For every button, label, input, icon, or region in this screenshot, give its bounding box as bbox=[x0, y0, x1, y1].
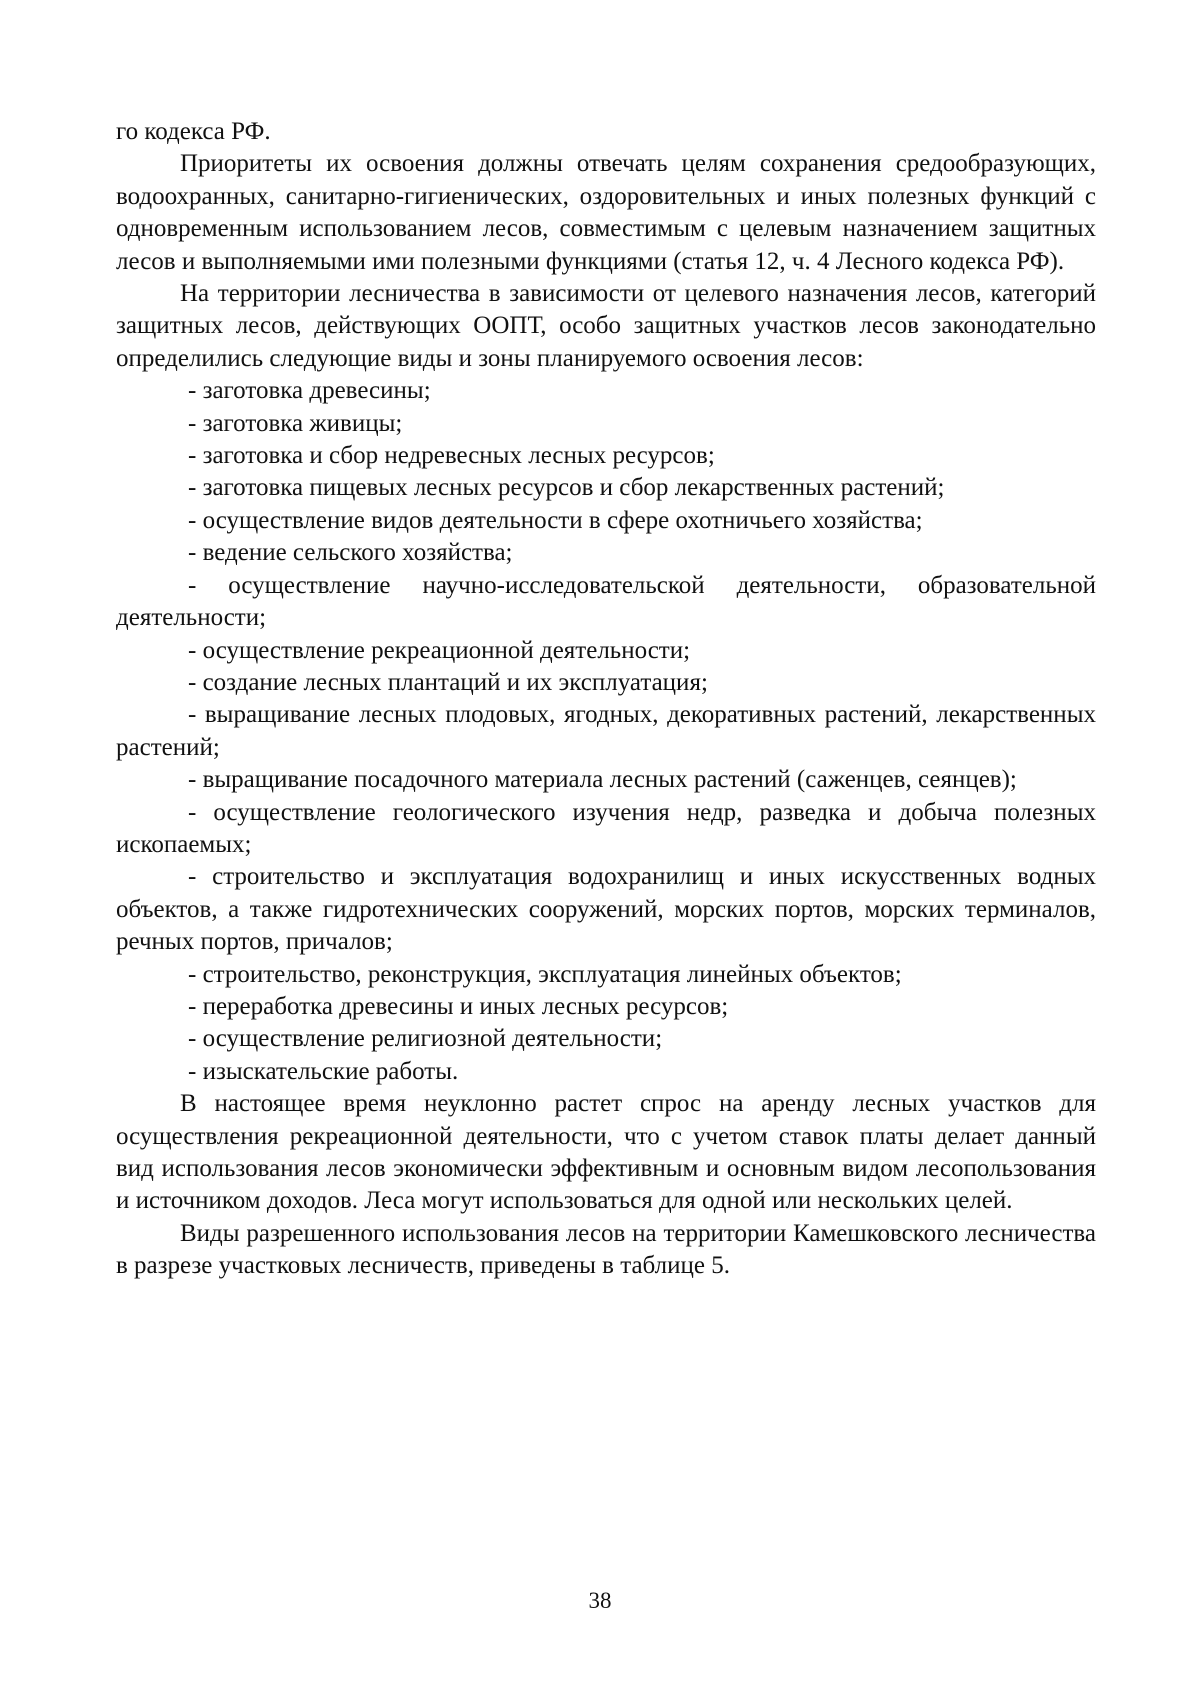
paragraph-priorities: Приоритеты их освоения должны отвечать целям сохранения средообразующих, водоохранных, санитарно-гигиенических, оздоровительных и иных полезных функций с одновременным использованием лесов, совместимым с целевым назначением защитных лесов и выполняемыми ими полезными функциями (статья 12, ч. 4 Лесного кодекса РФ). bbox=[116, 150, 1096, 275]
list-item: - строительство и эксплуатация водохранилищ и иных искусственных водных объектов, а также гидротехнических сооружений, морских портов, морских терминалов, речных портов, причалов; bbox=[116, 863, 1096, 956]
list-item: - ведение сельского хозяйства; bbox=[188, 539, 513, 567]
page-body-text bbox=[116, 116, 1096, 1283]
list-item: - выращивание лесных плодовых, ягодных, декоративных растений, лекарственных растений; bbox=[116, 701, 1096, 761]
list-item: - изыскательские работы. bbox=[188, 1057, 459, 1085]
paragraph-territory: На территории лесничества в зависимости от целевого назначения лесов, категорий защитных лесов, действующих ООПТ, особо защитных участков лесов законодательно определились следующие виды и зоны планируемого освоения лесов: bbox=[116, 280, 1096, 372]
list-item: - осуществление геологического изучения недр, разведка и добыча полезных ископаемых; bbox=[116, 798, 1096, 858]
list-item: - осуществление видов деятельности в сфере охотничьего хозяйства; bbox=[188, 506, 923, 534]
list-item: - заготовка пищевых лесных ресурсов и сбор лекарственных растений; bbox=[188, 474, 945, 502]
list-item: - заготовка живицы; bbox=[188, 409, 403, 437]
page-number: 38 bbox=[588, 1588, 612, 1613]
paragraph-table-reference: Виды разрешенного использования лесов на территории Камешковского лесничества в разрезе участковых лесничеств, приведены в таблице 5. bbox=[116, 1219, 1096, 1280]
list-item: - заготовка и сбор недревесных лесных ресурсов; bbox=[188, 442, 715, 470]
list-item: - строительство, реконструкция, эксплуатация линейных объектов; bbox=[188, 960, 902, 988]
list-item: - выращивание посадочного материала лесных растений (саженцев, сеянцев); bbox=[188, 766, 1017, 794]
list-item: - переработка древесины и иных лесных ресурсов; bbox=[188, 992, 729, 1020]
list-item: - создание лесных плантаций и их эксплуатация; bbox=[188, 668, 708, 696]
list-item: - осуществление религиозной деятельности; bbox=[188, 1025, 663, 1053]
paragraph-recreation-demand: В настоящее время неуклонно растет спрос на аренду лесных участков для осуществления рекреационной деятельности, что с учетом ставок платы делает данный вид использования лесов экономически эффективным и основным видом лесопользования и источником доходов. Леса могут использоваться для одной или нескольких целей. bbox=[116, 1090, 1096, 1215]
list-item: - осуществление научно-исследовательской деятельности, образовательной деятельности; bbox=[116, 571, 1096, 632]
list-item: - осуществление рекреационной деятельности; bbox=[188, 636, 691, 664]
paragraph-continuation: го кодекса РФ. bbox=[116, 118, 271, 145]
list-item: - заготовка древесины; bbox=[188, 377, 431, 405]
